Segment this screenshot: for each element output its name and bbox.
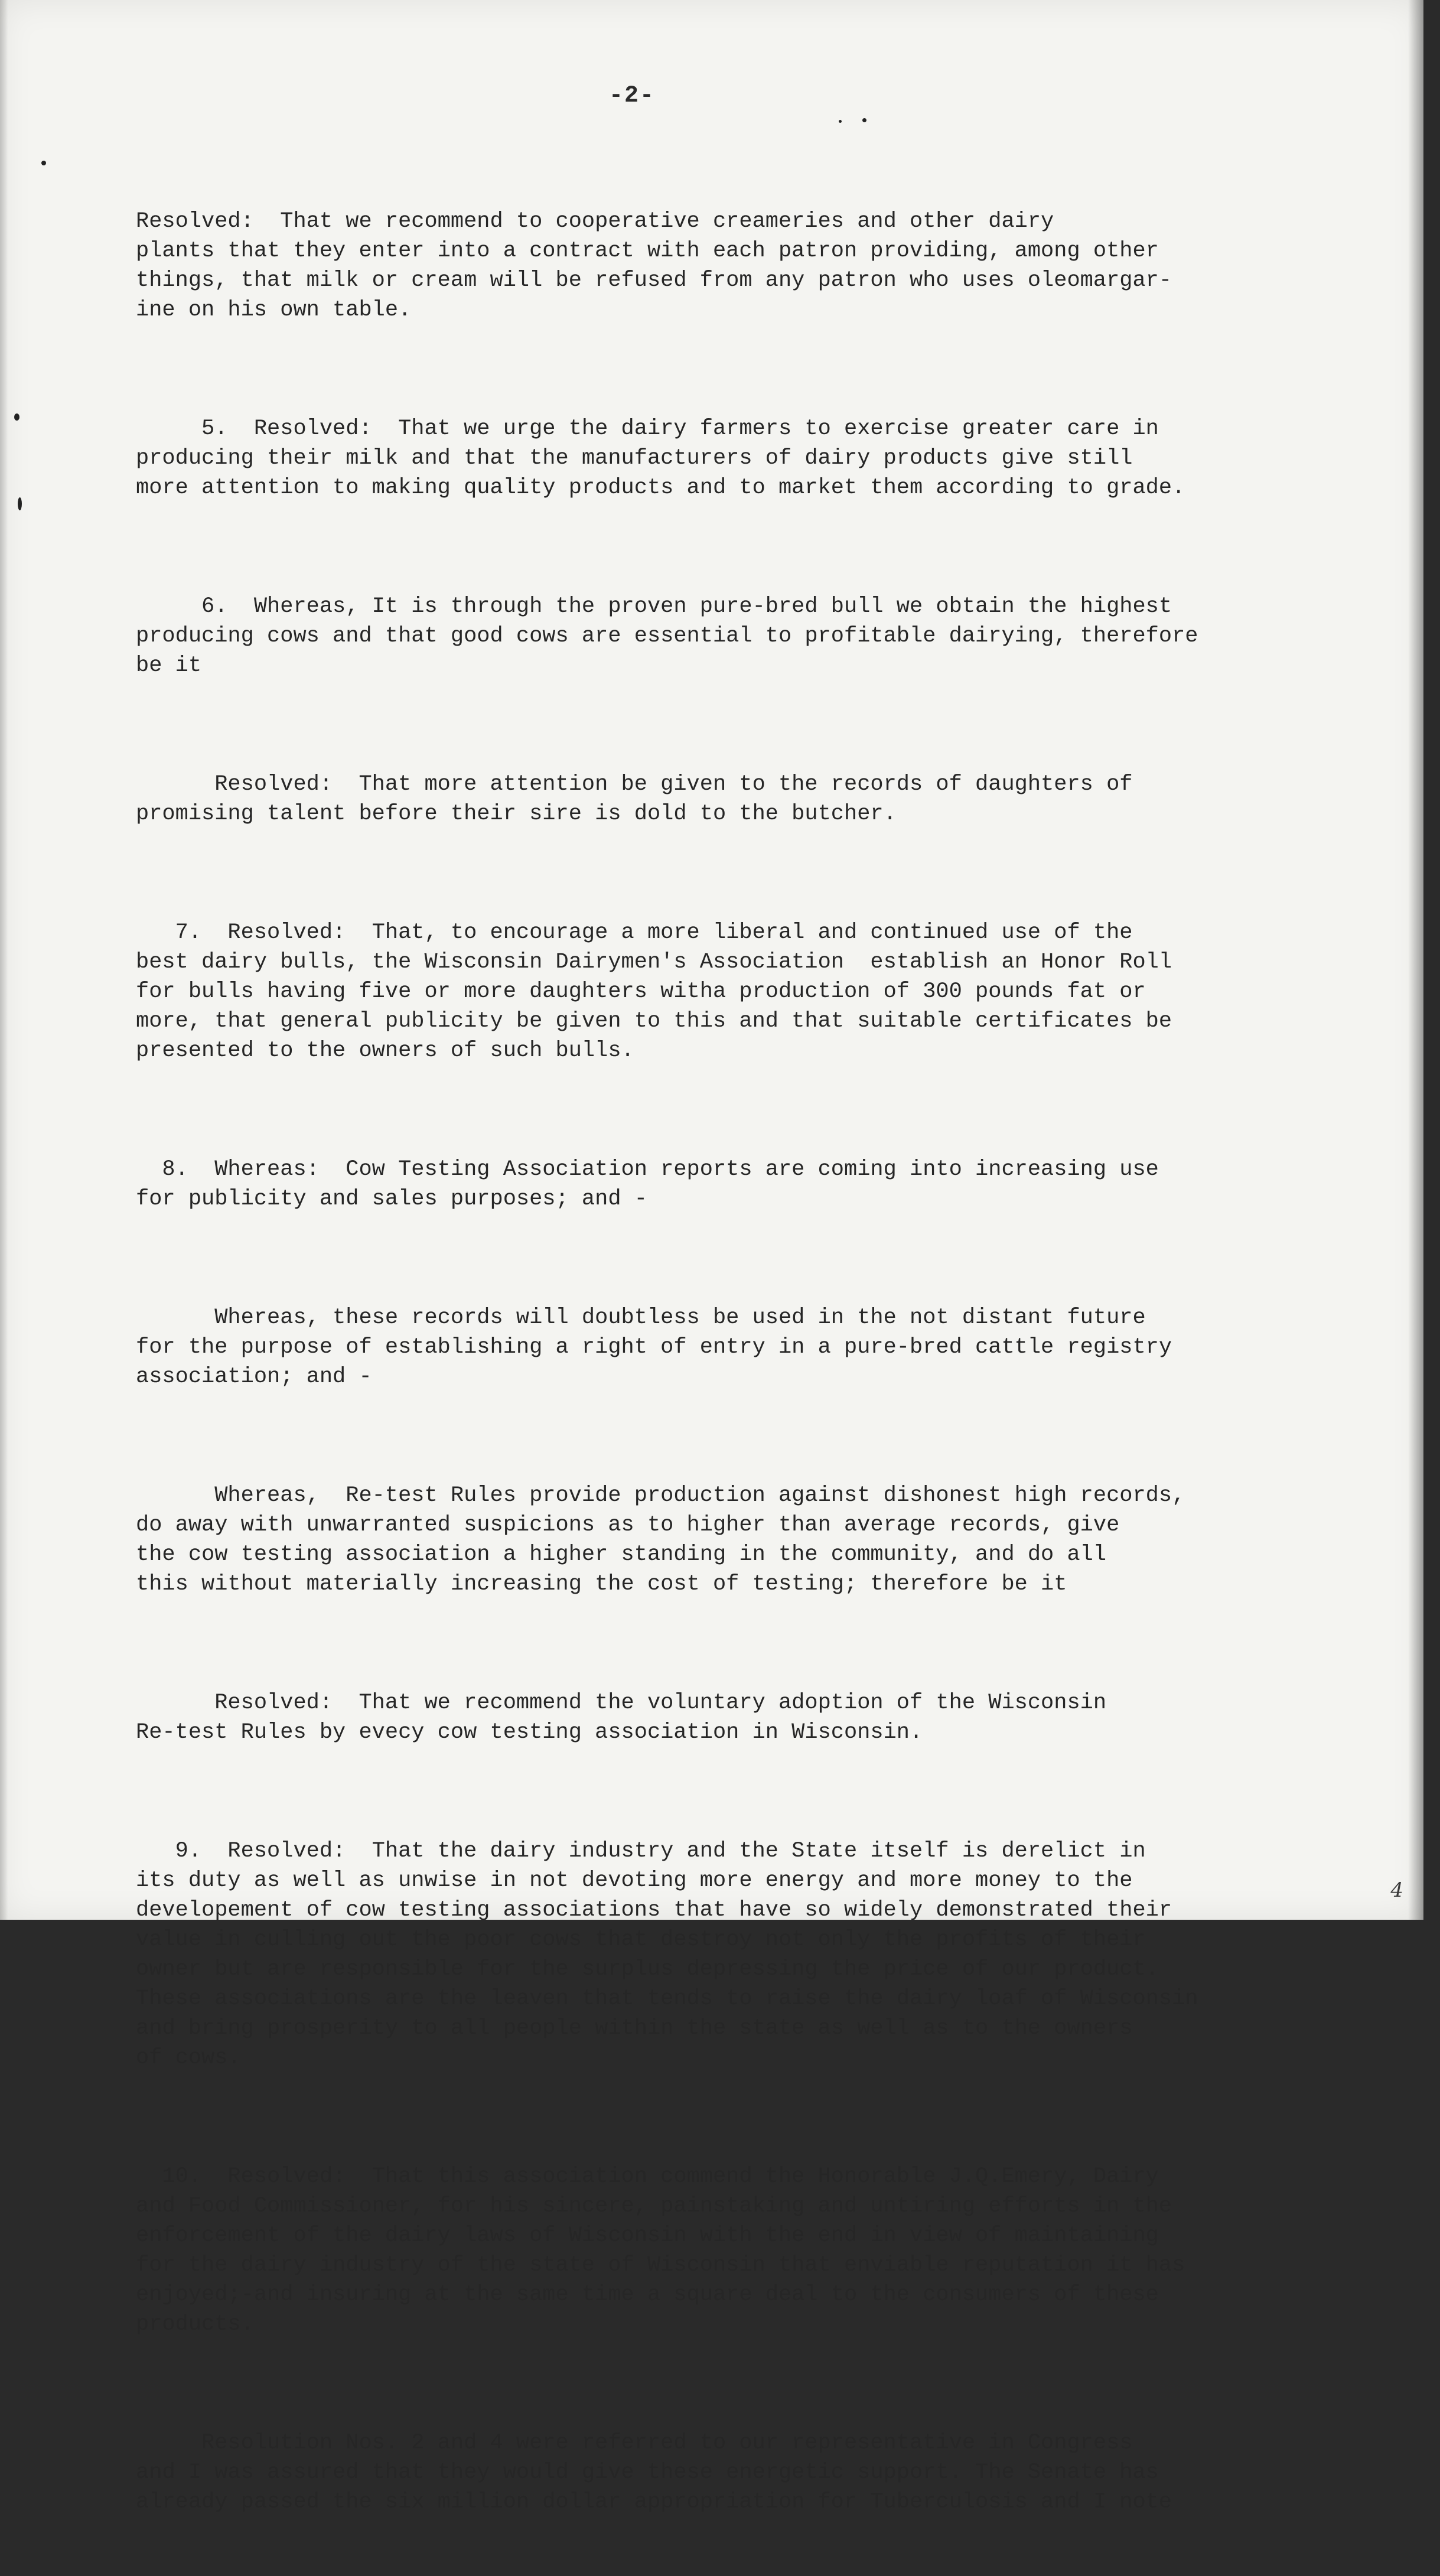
corner-page-mark: 4 (1390, 1878, 1403, 1902)
paragraph-resolution-6-resolved: Resolved: That more attention be given to the records of daughters of promising talent before their sire is dold to the butcher. (136, 772, 1133, 826)
ink-speck (41, 161, 46, 165)
ink-speck (14, 413, 19, 421)
ink-speck (839, 120, 842, 123)
ink-speck (862, 118, 866, 122)
page-number: -2- (608, 83, 655, 109)
paragraph-resolution-7: 7. Resolved: That, to encourage a more liberal and continued use of the best dairy bulls, the Wisconsin Dairymen's Association establish an Honor Roll for bulls having five or more daughters witha production of 300 pounds fat or more, that general publicity be given to this and that suitable certificates be presented to the owners of such bulls. (136, 920, 1172, 1063)
paragraph-resolved-oleomargarine: Resolved: That we recommend to cooperative creameries and other dairy plants that they enter into a contract with each patron providing, among other things, that milk or cream will be refused from any patron who uses oleomargar- ine on his own table. (136, 209, 1172, 323)
paragraph-resolution-9: 9. Resolved: That the dairy industry and the State itself is derelict in its duty as well as unwise in not devoting more energy and more money to the developement of cow testing associations that have so widely demonstrated their value in culling out the poor cows that destroy not only the profits of their owner but are responsible for the surplus depressing the price of our product. These associations are the leaven that tends to raise the dairy loaf of Wisconsin and bring prosperity to all people within the state as well as to the owners of cows. (136, 1839, 1198, 2070)
paragraph-resolution-5: 5. Resolved: That we urge the dairy farmers to exercise greater care in producing their milk and that the manufacturers of dairy products give still more attention to making quality products and to market them according to grade. (136, 416, 1185, 500)
page-shadow-right (1408, 0, 1423, 1920)
paragraph-resolution-8-whereas-3: Whereas, Re-test Rules provide production against dishonest high records, do away with unwarranted suspicions as to higher than average records, give the cow testing association a higher standing in the community, and do all this without materially increasing the cost of testing; therefore be it (136, 1483, 1185, 1597)
paragraph-resolution-10: 10. Resolved: That this association commend the Honorable J.Q.Emery, Dairy and Food Commissioner, for his sincere, painstaking and untiring efforts in the enforcement of the dairy laws of Wisconsin with the end in view of maintaining for the dairy industry of the state of Wisconsin that enviable reputation it has enjoyed;-and insuring at the same time a square deal to the consumers of these products. (136, 2164, 1185, 2337)
paragraph-closing-remarks: Resolution Nos. 2 and 4 were referred to our representative in Congress and I was assured that they would give these energetic support. The Senate has already passed the six million dollar appropriation for Tuberculosis and I note (136, 2431, 1172, 2515)
ink-speck (18, 497, 22, 510)
paragraph-resolution-6-whereas: 6. Whereas, It is through the proven pure-bred bull we obtain the highest producing cows and that good cows are essential to profitable dairying, therefore be it (136, 594, 1198, 678)
paragraph-resolution-8-whereas-1: 8. Whereas: Cow Testing Association reports are coming into increasing use for publicity and sales purposes; and - (136, 1157, 1159, 1212)
page-shadow-left (0, 0, 8, 1920)
paragraph-resolution-8-resolved: Resolved: That we recommend the voluntary adoption of the Wisconsin Re-test Rules by evecy cow testing association in Wisconsin. (136, 1691, 1107, 1745)
paragraph-resolution-8-whereas-2: Whereas, these records will doubtless be used in the not distant future for the purpose of establishing a right of entry in a pure-bred cattle registry association; and - (136, 1305, 1172, 1389)
document-body (136, 148, 1317, 2576)
